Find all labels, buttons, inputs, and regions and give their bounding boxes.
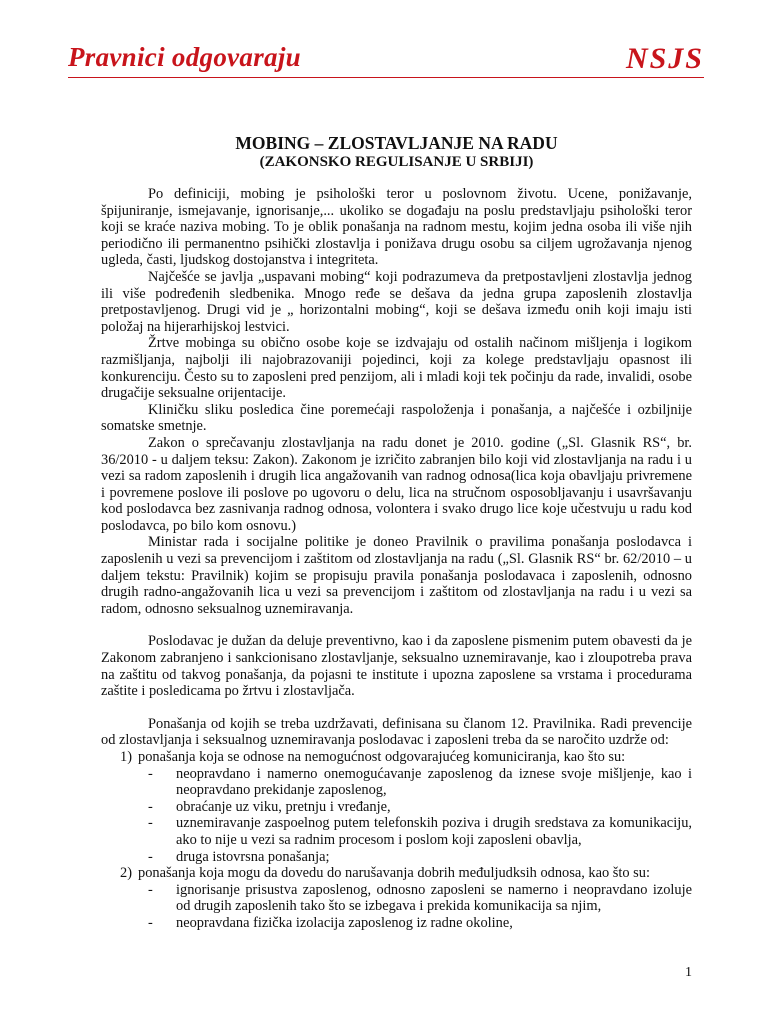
dash-marker: - [148,848,153,865]
sub-list [120,766,692,866]
document-subtitle: (ZAKONSKO REGULISANJE U SRBIJI) [259,154,534,170]
sub-list-item: - neopravdano i namerno onemogućavanje zaposlenog da iznese svoje mišljenje, kao i neopravdano prekidanje zaposlenog, [148,765,692,799]
page-header [68,40,704,80]
paragraph-article-12: Ponašanja od kojih se treba uzdržavati, definisana su članom 12. Pravilnika. Radi prevencije od zlostavljanja i seksualnog uznemiravanja poslodavac i zaposleni treba da se naročito uzdrže od: [101,715,692,749]
list-number: 1) [120,749,132,765]
behaviour-list [101,749,692,932]
paragraph-employer-duty: Poslodavac je dužan da deluje preventivno, kao i da zaposlene pismenim putem obavesti da je Zakonom zabranjeno i sankcionisano zlostavljanje, seksualno uznemiravanje, kao i zloupotreba prava na zaštitu od takvog ponašanja, da pojasni te institute i upozna zaposlene sa vrstama i procedurama zaštite i posledicama po žrtvu i zlostavljača. [101,633,692,700]
paragraph-clinical: Kliničku sliku posledica čine poremećaji raspoloženja i ponašanja, a najčešće i ozbiljnije somatske smetnje. [101,401,692,435]
sub-list-item: - uznemiravanje zaspoelnog putem telefonskih poziva i drugih sredstava za komunikaciju, ako to nije u vezi sa radnim procesom i poslom koji zaposleni obavlja, [148,815,692,848]
dash-marker: - [148,914,153,931]
dash-marker: - [148,765,153,782]
list-number: 2) [120,865,132,882]
sub-list-item: - ignorisanje prisustva zaposlenog, odnosno zaposleni se namerno i neopravdano izoluje od drugih zaposlenih tako što se izbegava i prekida komunikacija sa njim, [148,881,692,915]
list-item-text: ponašanja koja mogu da dovedu do narušavanja dobrih međuljudksih odnosa, kao što su: [138,865,650,882]
header-title: Pravnici odgovaraju [68,42,301,72]
document-body [101,133,692,932]
list-item [120,865,692,931]
sub-list-item: - obraćanje uz viku, pretnju i vređanje, [148,798,391,815]
page-number: 1 [685,965,692,980]
paragraph-sleeping-mobbing: Najčešće se javlja „uspavani mobing“ koji podrazumeva da pretpostavljeni zlostavlja jednog ili više podređenih sledbenika. Mnogo ređe se dešava da jedna grupa zaposlenih zlostavlja pretpostavljenog. Drugi vid je „ horizontalni mobing“, koji se dešava između onih koji imaju isti položaj na hijerarhijskoj lestvici. [101,268,692,335]
paragraph-victims: Žrtve mobinga su obično osobe koje se izdvajaju od ostalih načinom mišljenja i logikom razmišljanja, najbolji ili najobrazovaniji pojedinci, koji za kolege predstavljaju opasnost ili konkurenciju. Često su to zaposleni pred penzijom, ali i mladi koji tek počinju da rade, invalidi, osobe drugačije seksualne orijentacije. [101,335,692,402]
dash-marker: - [148,798,153,815]
sub-list-item: - neopravdana fizička izolacija zaposlenog iz radne okoline, [148,914,513,931]
header-logo-text: NSJS [625,42,704,75]
document-title: MOBING – ZLOSTAVLJANJE NA RADU [235,133,558,153]
dash-marker: - [148,881,153,898]
paragraph-rulebook: Ministar rada i socijalne politike je doneo Pravilnik o pravilima ponašanja poslodavca i zaposlenih u vezi sa prevencijom i zaštitom od zlostavljanja na radu („Sl. Glasnik RS“ br. 62/2010 – u daljem tekstu: Pravilnik) kojim se propisuju pravila ponašanja poslodavaca i zaposlenih, odnosno drugih radno-angažovanih lica u vezi sa prevencijom i zaštitom od zlostavljanja na radu i u vezi sa radom, odnosno seksualnog uznemiravanja. [101,534,692,617]
paragraph-law: Zakon o sprečavanju zlostavljanja na radu donet je 2010. godine („Sl. Glasnik RS“, br. 36/2010 - u daljem teksu: Zakon). Zakonom je izričito zabranjen bilo koji vid zlostavljanja na radu i u vezi sa radom zaposlenih i drugih lica angažovanih van radnog odnosa(lica koja obavljaju privremene i povremene poslove ili poslove po ugovoru o delu, lica na stručnom osposobljavanju i usavršavanju kod poslodavca bez zasnivanja radnog odnosa, volontera i svako drugo lice koje učestvuju u radu kod poslodavca, po bilo kom osnovu.) [101,434,692,534]
header-divider [68,77,704,78]
sub-list-item: - druga istovrsna ponašanja; [148,848,330,865]
dash-marker: - [148,815,153,832]
list-item [120,749,692,865]
paragraph-definition: Po definiciji, mobing je psihološki teror u poslovnom životu. Ucene, ponižavanje, špijuniranje, ismejavanje, ignorisanje,... ukoliko se događaju na poslu predstavljaju psihološki teror koji se kraće naziva mobing. To je oblik ponašanja na radnom mestu, kojim jedna osoba ili više njih periodično ili permanentno psihički zlostavlja i ponižava drugu osobu sa ciljem ugrožavanja njenog ugleda, časti, ljudskog dostojanstva i integriteta. [101,186,692,269]
list-item-text: ponašanja koja se odnose na nemogućnost odgovarajućeg komuniciranja, kao što su: [138,749,626,765]
sub-list [120,882,692,932]
